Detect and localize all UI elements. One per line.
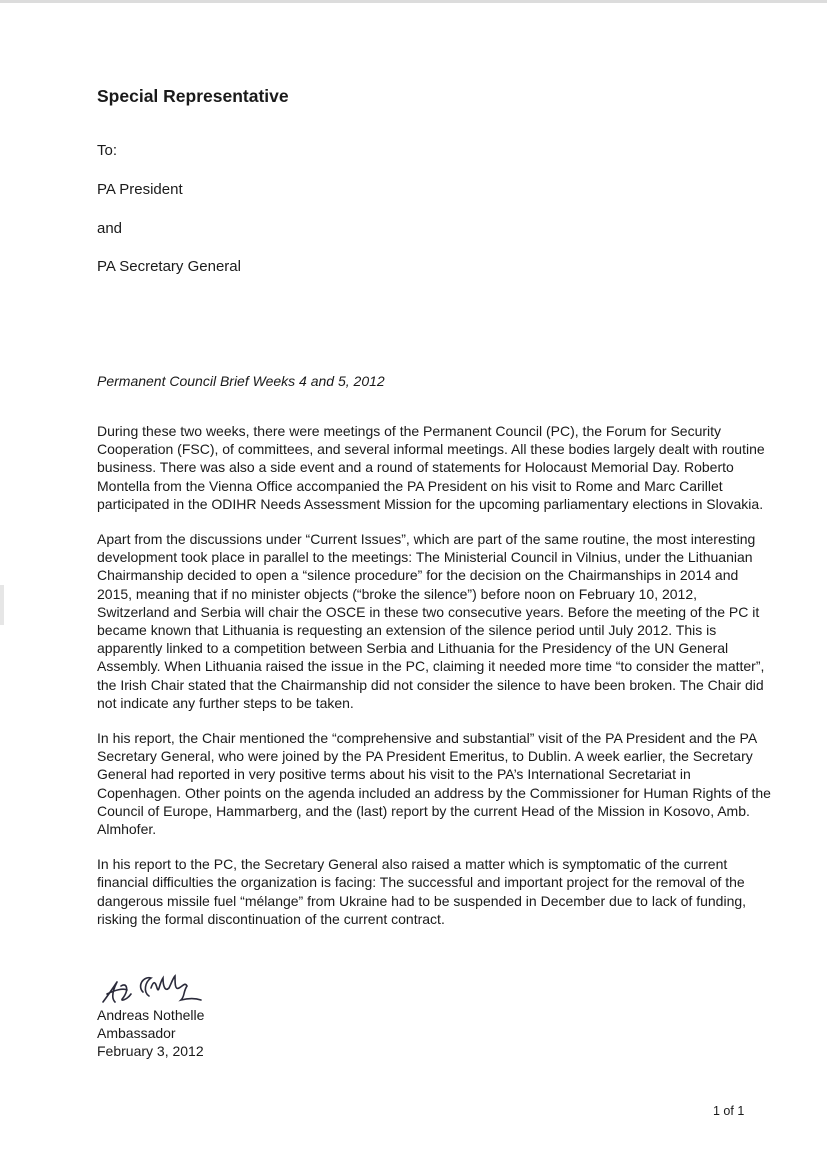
letter-body xyxy=(97,422,771,945)
scan-top-edge xyxy=(0,0,827,3)
document-title: Special Representative xyxy=(97,86,289,106)
subject-line: Permanent Council Brief Weeks 4 and 5, 2012 xyxy=(97,373,385,389)
body-paragraph: Apart from the discussions under “Current Issues”, which are part of the same routine, the most interesting development took place in parallel to the meetings: The Ministerial Council in Vilnius, under the Lithuanian Chairmanship decided to open a “silence procedure” for the decision on the Chairmanships in 2014 and 2015, meaning that if no minister objects (“broke the silence”) before noon on February 10, 2012, Switzerland and Serbia will chair the OSCE in these two consecutive years. Before the meeting of the PC it became known that Lithuania is requesting an extension of the silence period until July 2012. This is apparently linked to a competition between Serbia and Lithuania for the Presidency of the UN General Assembly. When Lithuania raised the issue in the PC, claiming it needed more time “to consider the matter”, the Irish Chair stated that the Chairmanship did not consider the silence to have been broken. The Chair did not indicate any further steps to be taken. xyxy=(97,531,765,711)
body-paragraph: In his report to the PC, the Secretary General also raised a matter which is symptomatic of the current financial difficulties the organization is facing: The successful and important project for the removal of the dangerous missile fuel “mélange” from Ukraine had to be suspended in December due to lack of funding, risking the formal discontinuation of the current contract. xyxy=(97,856,747,927)
body-paragraph: During these two weeks, there were meetings of the Permanent Council (PC), the Forum for Security Cooperation (FSC), of committees, and several informal meetings. All these bodies largely dealt with routine business. There was also a side event and a round of statements for Holocaust Memorial Day. Roberto Montella from the Vienna Office accompanied the PA President on his visit to Rome and Marc Carillet participated in the ODIHR Needs Assessment Mission for the upcoming parliamentary elections in Slovakia. xyxy=(97,423,765,512)
body-paragraph: In his report, the Chair mentioned the “comprehensive and substantial” visit of the PA President and the PA Secretary General, who were joined by the PA President Emeritus, to Dublin. A week earlier, the Secretary General had reported in very positive terms about his visit to the PA’s International Secretariat in Copenhagen. Other points on the agenda included an address by the Commissioner for Human Rights of the Council of Europe, Hammarberg, and the (last) report by the current Head of the Mission in Kosovo, Amb. Almhofer. xyxy=(97,730,771,838)
letter-date: February 3, 2012 xyxy=(97,1043,204,1059)
page-number: 1 of 1 xyxy=(713,1104,745,1118)
recipient-conjunction: and xyxy=(97,220,123,237)
recipient-pa-secretary-general: PA Secretary General xyxy=(97,258,241,275)
signature-block xyxy=(97,1006,204,1060)
signatory-name: Andreas Nothelle xyxy=(97,1007,205,1023)
signatory-role: Ambassador xyxy=(97,1025,176,1041)
recipient-pa-president: PA President xyxy=(97,181,183,198)
to-label: To: xyxy=(97,142,118,159)
scan-left-mark xyxy=(0,585,4,625)
